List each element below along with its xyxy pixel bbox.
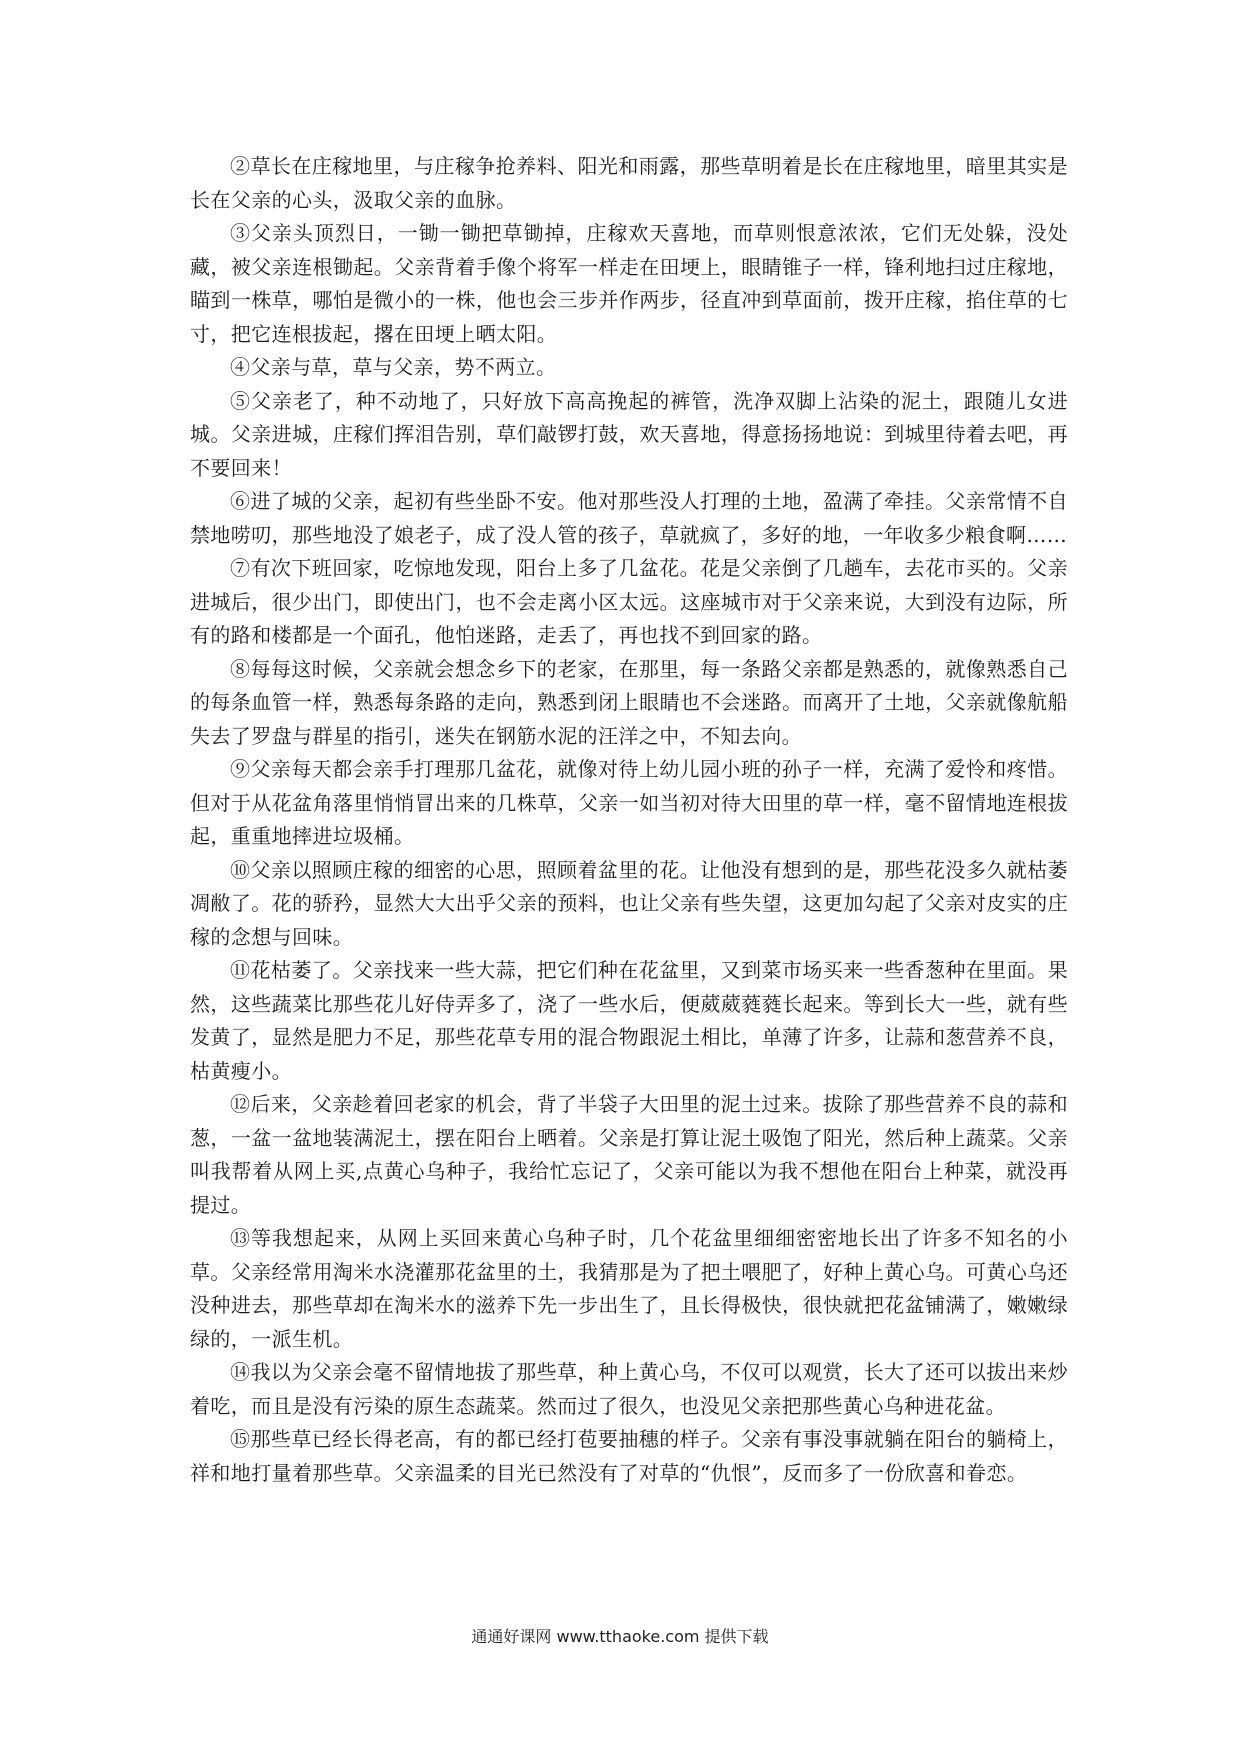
paragraph-12: ⑫后来，父亲趁着回老家的机会，背了半袋子大田里的泥土过来。拔除了那些营养不良的蒜和葱，一盆一盆地装满泥土，摆在阳台上晒着。父亲是打算让泥土吸饱了阳光，然后种上蔬菜。父亲叫我帮着从网上买,点黄心乌种子，我给忙忘记了，父亲可能以为我不想他在阳台上种菜，就没再提过。 (190, 1092, 1068, 1217)
paragraph-7: ⑦有次下班回家，吃惊地发现，阳台上多了几盆花。花是父亲倒了几趟车，去花市买的。父亲进城后，很少出门，即使出门，也不会走离小区太远。这座城市对于父亲来说，大到没有边际，所有的路和楼都是一个面孔，他怕迷路，走丢了，再也找不到回家的路。 (190, 556, 1068, 647)
paragraph-6: ⑥进了城的父亲，起初有些坐卧不安。他对那些没人打理的土地，盈满了牵挂。父亲常情不自禁地唠叨，那些地没了娘老子，成了没人管的孩子，草就疯了，多好的地，一年收多少粮食啊…… (190, 489, 1068, 547)
page-footer: 通通好课网 www.tthaoke.com 提供下载 (471, 1627, 769, 1646)
paragraph-8: ⑧每每这时候，父亲就会想念乡下的老家，在那里，每一条路父亲都是熟悉的，就像熟悉自己的每条血管一样，熟悉每条路的走向，熟悉到闭上眼睛也不会迷路。而离开了土地，父亲就像航船失去了罗盘与群星的指引，迷失在钢筋水泥的汪洋之中，不知去向。 (190, 656, 1068, 748)
article-body (190, 150, 1068, 1490)
paragraph-4: ④父亲与草，草与父亲，势不两立。 (230, 355, 557, 379)
paragraph-14: ⑭我以为父亲会毫不留情地拔了那些草，种上黄心乌，不仅可以观赏，长大了还可以拔出来炒着吃，而且是没有污染的原生态蔬菜。然而过了很久，也没见父亲把那些黄心乌种进花盆。 (190, 1360, 1068, 1418)
paragraph-2: ②草长在庄稼地里，与庄稼争抢养料、阳光和雨露，那些草明着是长在庄稼地里，暗里其实是长在父亲的心头，汲取父亲的血脉。 (190, 154, 1068, 212)
paragraph-9: ⑨父亲每天都会亲手打理那几盆花，就像对待上幼儿园小班的孙子一样，充满了爱怜和疼惜。但对于从花盆角落里悄悄冒出来的几株草，父亲一如当初对待大田里的草一样，毫不留情地连根拔起，重重地摔进垃圾桶。 (190, 757, 1068, 848)
paragraph-3: ③父亲头顶烈日，一锄一锄把草锄掉，庄稼欢天喜地，而草则恨意浓浓，它们无处躲，没处藏，被父亲连根锄起。父亲背着手像个将军一样走在田埂上，眼睛锥子一样，锋利地扫过庄稼地，瞄到一株草，哪怕是微小的一株，他也会三步并作两步，径直冲到草面前，拨开庄稼，掐住草的七寸，把它连根拔起，撂在田埂上晒太阳。 (190, 221, 1068, 346)
paragraph-11: ⑪花枯萎了。父亲找来一些大蒜，把它们种在花盆里，又到菜市场买来一些香葱种在里面。果然，这些蔬菜比那些花儿好侍弄多了，浇了一些水后，便葳葳蕤蕤长起来。等到长大一些，就有些发黄了，显然是肥力不足，那些花草专用的混合物跟泥土相比，单薄了许多，让蒜和葱营养不良，枯黄瘦小。 (190, 958, 1068, 1083)
paragraph-5: ⑤父亲老了，种不动地了，只好放下高高挽起的裤管，洗净双脚上沾染的泥土，跟随儿女进城。父亲进城，庄稼们挥泪告别，草们敲锣打鼓，欢天喜地，得意扬扬地说：到城里待着去吧，再不要回来！ (190, 388, 1068, 480)
paragraph-10: ⑩父亲以照顾庄稼的细密的心思，照顾着盆里的花。让他没有想到的是，那些花没多久就枯萎凋敝了。花的骄矜，显然大大出乎父亲的预料，也让父亲有些失望，这更加勾起了父亲对皮实的庄稼的念想与回味。 (190, 857, 1068, 949)
paragraph-13: ⑬等我想起来，从网上买回来黄心乌种子时，几个花盆里细细密密地长出了许多不知名的小草。父亲经常用淘米水浇灌那花盆里的土，我猜那是为了把土喂肥了，好种上黄心乌。可黄心乌还没种进去，那些草却在淘米水的滋养下先一步出生了，且长得极快，很快就把花盆铺满了，嫩嫩绿绿的，一派生机。 (190, 1226, 1068, 1351)
paragraph-15: ⑮那些草已经长得老高，有的都已经打苞要抽穗的样子。父亲有事没事就躺在阳台的躺椅上，祥和地打量着那些草。父亲温柔的目光已然没有了对草的“仇恨”，反而多了一份欣喜和眷恋。 (190, 1427, 1068, 1485)
